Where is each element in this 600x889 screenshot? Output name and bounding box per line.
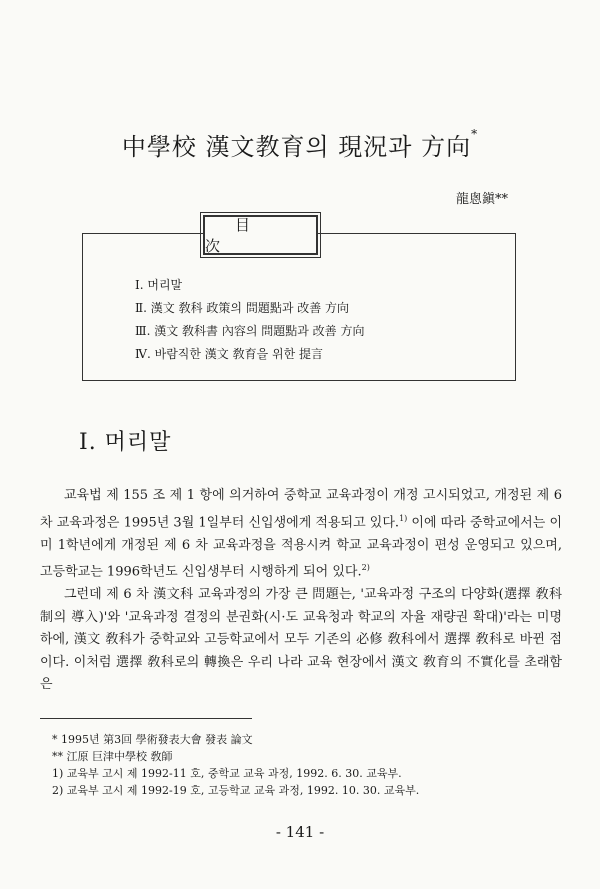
title-text: 中學校 漢文教育의 現況과 方向 xyxy=(121,133,472,161)
toc-heading: 目次 xyxy=(203,215,318,255)
footnote: * 1995년 第3回 學術發表大會 發表 論文 xyxy=(52,733,253,746)
toc-list xyxy=(135,274,364,366)
title-footnote-mark: * xyxy=(471,127,479,141)
body-text xyxy=(40,485,562,697)
paragraph-1-text: 교육법 제 155 조 제 1 항에 의거하여 중학교 교육과정이 개정 고시되었고, 개정된 제 6 차 교육과정은 1995년 3월 1일부터 신입생에게 적용되고 있다. xyxy=(40,488,562,530)
article-title xyxy=(0,127,600,162)
footnote-ref-2: 2) xyxy=(361,563,370,573)
toc-item: Ⅲ. 漢文 敎科書 內容의 問題點과 改善 方向 xyxy=(135,324,365,338)
paragraph-2: 그런데 제 6 차 漢文科 교육과정의 가장 큰 問題는, '교육과정 구조의 다양화(選擇 敎科制의 導入)'와 '교육과정 결정의 분권화(시·도 교육청과 학교의 자율 재량권 확대)'라는 미명 하에, 漢文 敎科가 중학교와 고등학교에서 모두 기존의 必修 敎科에서 選擇 敎科로 바뀐 점이다. 이처럼 選擇 敎科로의 轉換은 우리 나라 교육 현장에서 漢文 敎育의 不實化를 초래함은 xyxy=(40,587,562,693)
footnote: 1) 교육부 고시 제 1992-11 호, 중학교 교육 과정, 1992. 6. 30. 교육부. xyxy=(52,767,402,780)
footnote: 2) 교육부 고시 제 1992-19 호, 고등학교 교육 과정, 1992. 10. 30. 교육부. xyxy=(52,784,420,797)
author-name: 龍悤鎭** xyxy=(455,192,508,207)
footnote: ** 江原 巨津中學校 敎師 xyxy=(52,750,173,763)
footnote-ref-1: 1) xyxy=(399,513,408,523)
toc-item: Ⅳ. 바람직한 漢文 敎育을 위한 提言 xyxy=(135,347,324,361)
toc-item: Ⅰ. 머리말 xyxy=(135,278,183,292)
footnotes xyxy=(52,731,419,799)
page-number: - 141 - xyxy=(275,823,325,841)
paragraph-1-text-cont: 이에 따라 중학교에서는 이미 1학년에게 개정된 제 6 차 교육과정을 적용시켜 학교 교육과정이 편성 운영되고 있으며, 고등학교는 1996학년도 신입생부터 시행하게 되어 있다. xyxy=(40,514,562,580)
section-heading: Ⅰ. 머리말 xyxy=(79,430,172,455)
paragraph-1 xyxy=(40,485,562,584)
toc-item: Ⅱ. 漢文 敎科 政策의 問題點과 改善 方向 xyxy=(135,301,350,315)
footnote-rule xyxy=(40,718,252,719)
